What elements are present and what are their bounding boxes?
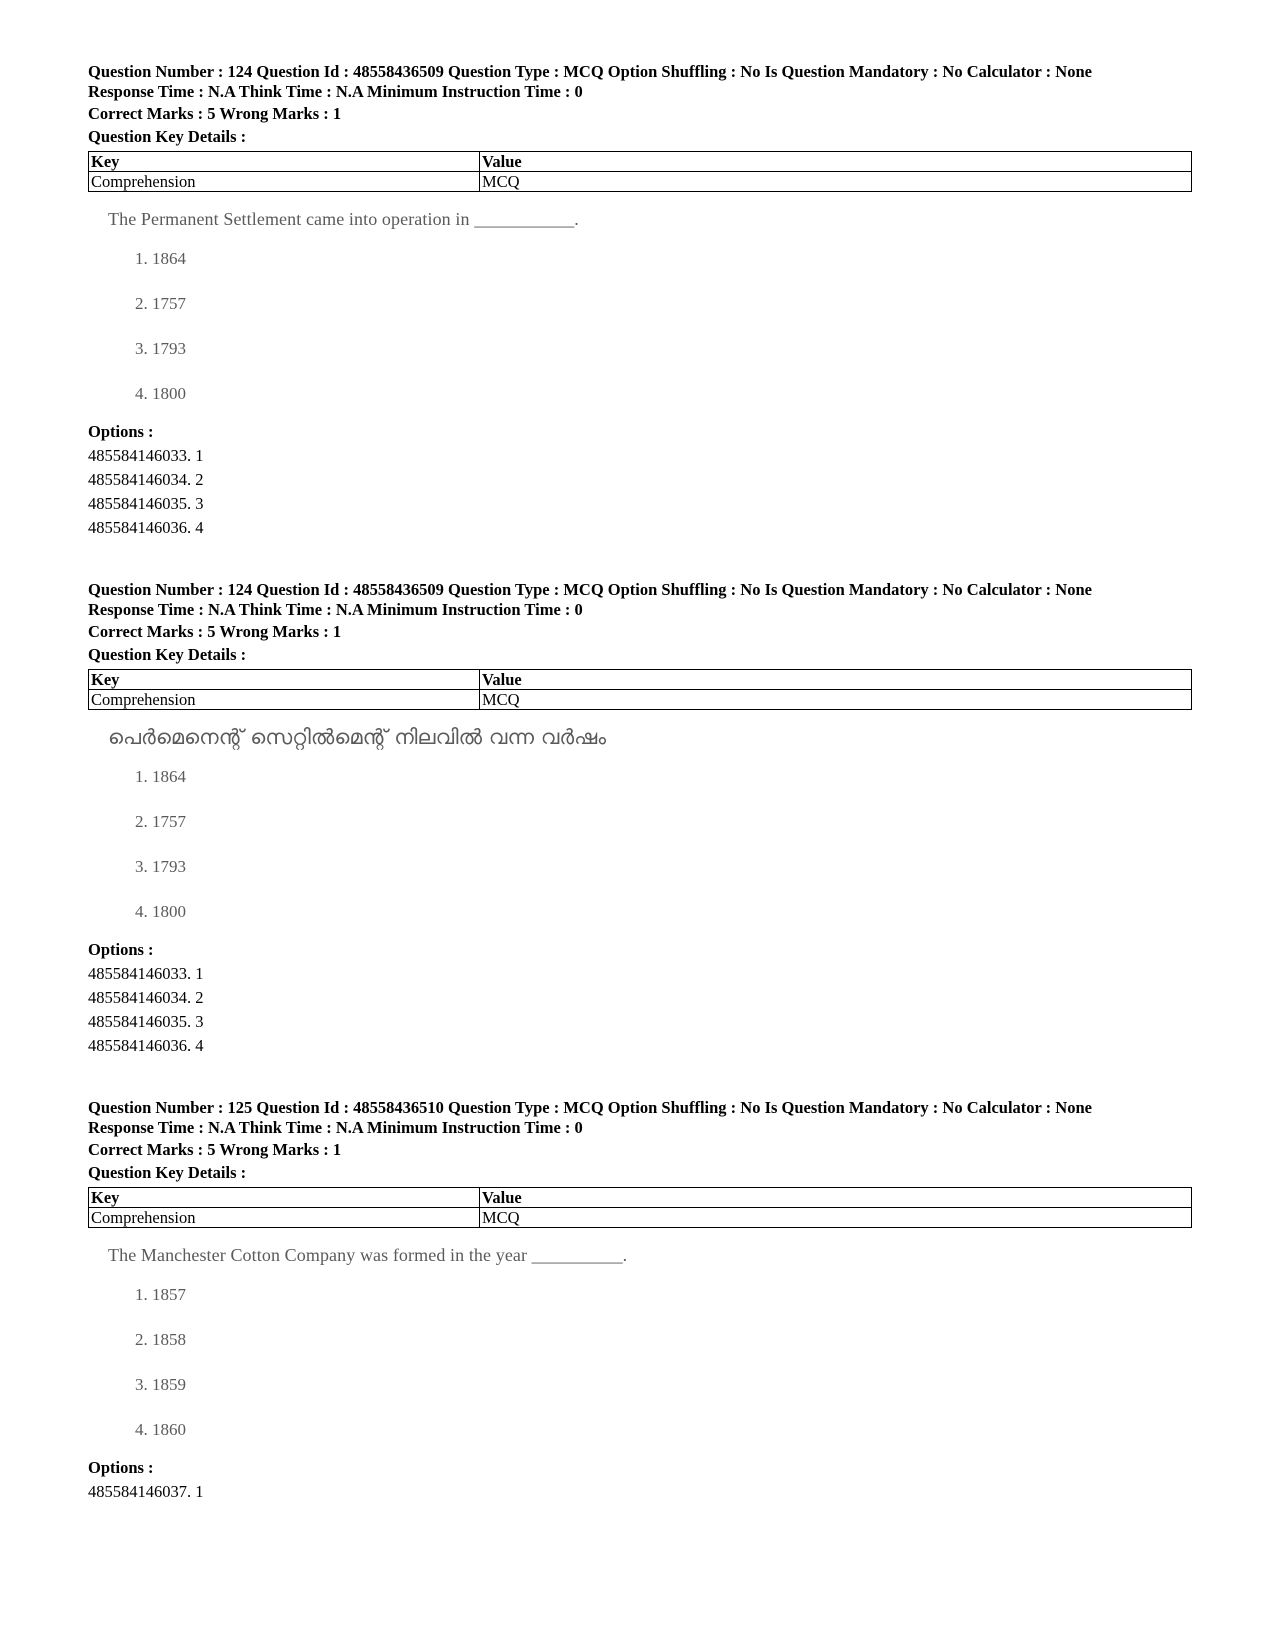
question-block	[88, 580, 1192, 1058]
table-header-key: Key	[89, 1188, 480, 1208]
question-image	[88, 1238, 1192, 1452]
question-paper	[88, 62, 1192, 1504]
question-marks: Correct Marks : 5 Wrong Marks : 1	[88, 104, 342, 123]
question-meta-line: Question Number : 124 Question Id : 48558436509 Question Type : MCQ Option Shuffling : No Is Question Mandatory : No Calculator : None	[88, 62, 1092, 81]
key-details-table	[88, 669, 1192, 710]
options-label: Options :	[88, 422, 154, 441]
option-id: 485584146033. 1	[88, 964, 204, 983]
question-stem: The Permanent Settlement came into operation in ___________.	[108, 209, 579, 229]
answer-choice: 1. 1864	[135, 767, 186, 786]
question-stem: The Manchester Cotton Company was formed in the year __________.	[108, 1245, 628, 1265]
answer-choice: 2. 1757	[135, 812, 186, 831]
question-marks: Correct Marks : 5 Wrong Marks : 1	[88, 1140, 342, 1159]
key-details-table	[88, 151, 1192, 192]
answer-choice: 2. 1858	[135, 1330, 186, 1349]
table-header-value: Value	[480, 670, 1192, 690]
options-label: Options :	[88, 1458, 154, 1477]
key-details-label: Question Key Details :	[88, 645, 247, 664]
option-id: 485584146035. 3	[88, 1012, 204, 1031]
table-header-value: Value	[480, 1188, 1192, 1208]
question-meta	[88, 580, 1192, 620]
table-row	[89, 172, 1192, 192]
table-header-key: Key	[89, 152, 480, 172]
question-timing-line: Response Time : N.A Think Time : N.A Minimum Instruction Time : 0	[88, 82, 583, 101]
question-block	[88, 62, 1192, 540]
answer-choice: 4. 1800	[135, 902, 186, 921]
table-cell-key: Comprehension	[89, 1208, 480, 1228]
question-marks: Correct Marks : 5 Wrong Marks : 1	[88, 622, 342, 641]
option-id: 485584146034. 2	[88, 988, 204, 1007]
options-label: Options :	[88, 940, 154, 959]
answer-choice: 1. 1864	[135, 249, 186, 268]
answer-choice: 4. 1860	[135, 1420, 186, 1439]
question-stem: പെർമെനെന്റ് സെറ്റിൽമെന്റ് നിലവിൽ വന്ന വർഷം	[108, 725, 607, 749]
table-header-row	[89, 152, 1192, 172]
table-cell-value: MCQ	[480, 1208, 1192, 1228]
option-id: 485584146033. 1	[88, 446, 204, 465]
table-row	[89, 690, 1192, 710]
table-header-row	[89, 670, 1192, 690]
table-cell-value: MCQ	[480, 172, 1192, 192]
option-id: 485584146036. 4	[88, 518, 204, 537]
answer-choice: 3. 1793	[135, 857, 186, 876]
question-block	[88, 1098, 1192, 1504]
question-image	[88, 202, 1192, 416]
question-image	[88, 720, 1192, 934]
option-id: 485584146037. 1	[88, 1482, 204, 1501]
question-meta-line: Question Number : 124 Question Id : 48558436509 Question Type : MCQ Option Shuffling : No Is Question Mandatory : No Calculator : None	[88, 580, 1092, 599]
table-header-value: Value	[480, 152, 1192, 172]
table-header-key: Key	[89, 670, 480, 690]
question-meta	[88, 62, 1192, 102]
table-row	[89, 1208, 1192, 1228]
key-details-label: Question Key Details :	[88, 127, 247, 146]
question-timing-line: Response Time : N.A Think Time : N.A Minimum Instruction Time : 0	[88, 1118, 583, 1137]
question-meta	[88, 1098, 1192, 1138]
answer-choice: 4. 1800	[135, 384, 186, 403]
table-header-row	[89, 1188, 1192, 1208]
answer-choice: 1. 1857	[135, 1285, 186, 1304]
key-details-table	[88, 1187, 1192, 1228]
answer-choice: 3. 1793	[135, 339, 186, 358]
key-details-label: Question Key Details :	[88, 1163, 247, 1182]
option-id: 485584146036. 4	[88, 1036, 204, 1055]
answer-choice: 3. 1859	[135, 1375, 186, 1394]
answer-choice: 2. 1757	[135, 294, 186, 313]
table-cell-key: Comprehension	[89, 690, 480, 710]
question-timing-line: Response Time : N.A Think Time : N.A Minimum Instruction Time : 0	[88, 600, 583, 619]
option-id: 485584146035. 3	[88, 494, 204, 513]
table-cell-value: MCQ	[480, 690, 1192, 710]
option-id: 485584146034. 2	[88, 470, 204, 489]
table-cell-key: Comprehension	[89, 172, 480, 192]
question-meta-line: Question Number : 125 Question Id : 48558436510 Question Type : MCQ Option Shuffling : No Is Question Mandatory : No Calculator : None	[88, 1098, 1092, 1117]
